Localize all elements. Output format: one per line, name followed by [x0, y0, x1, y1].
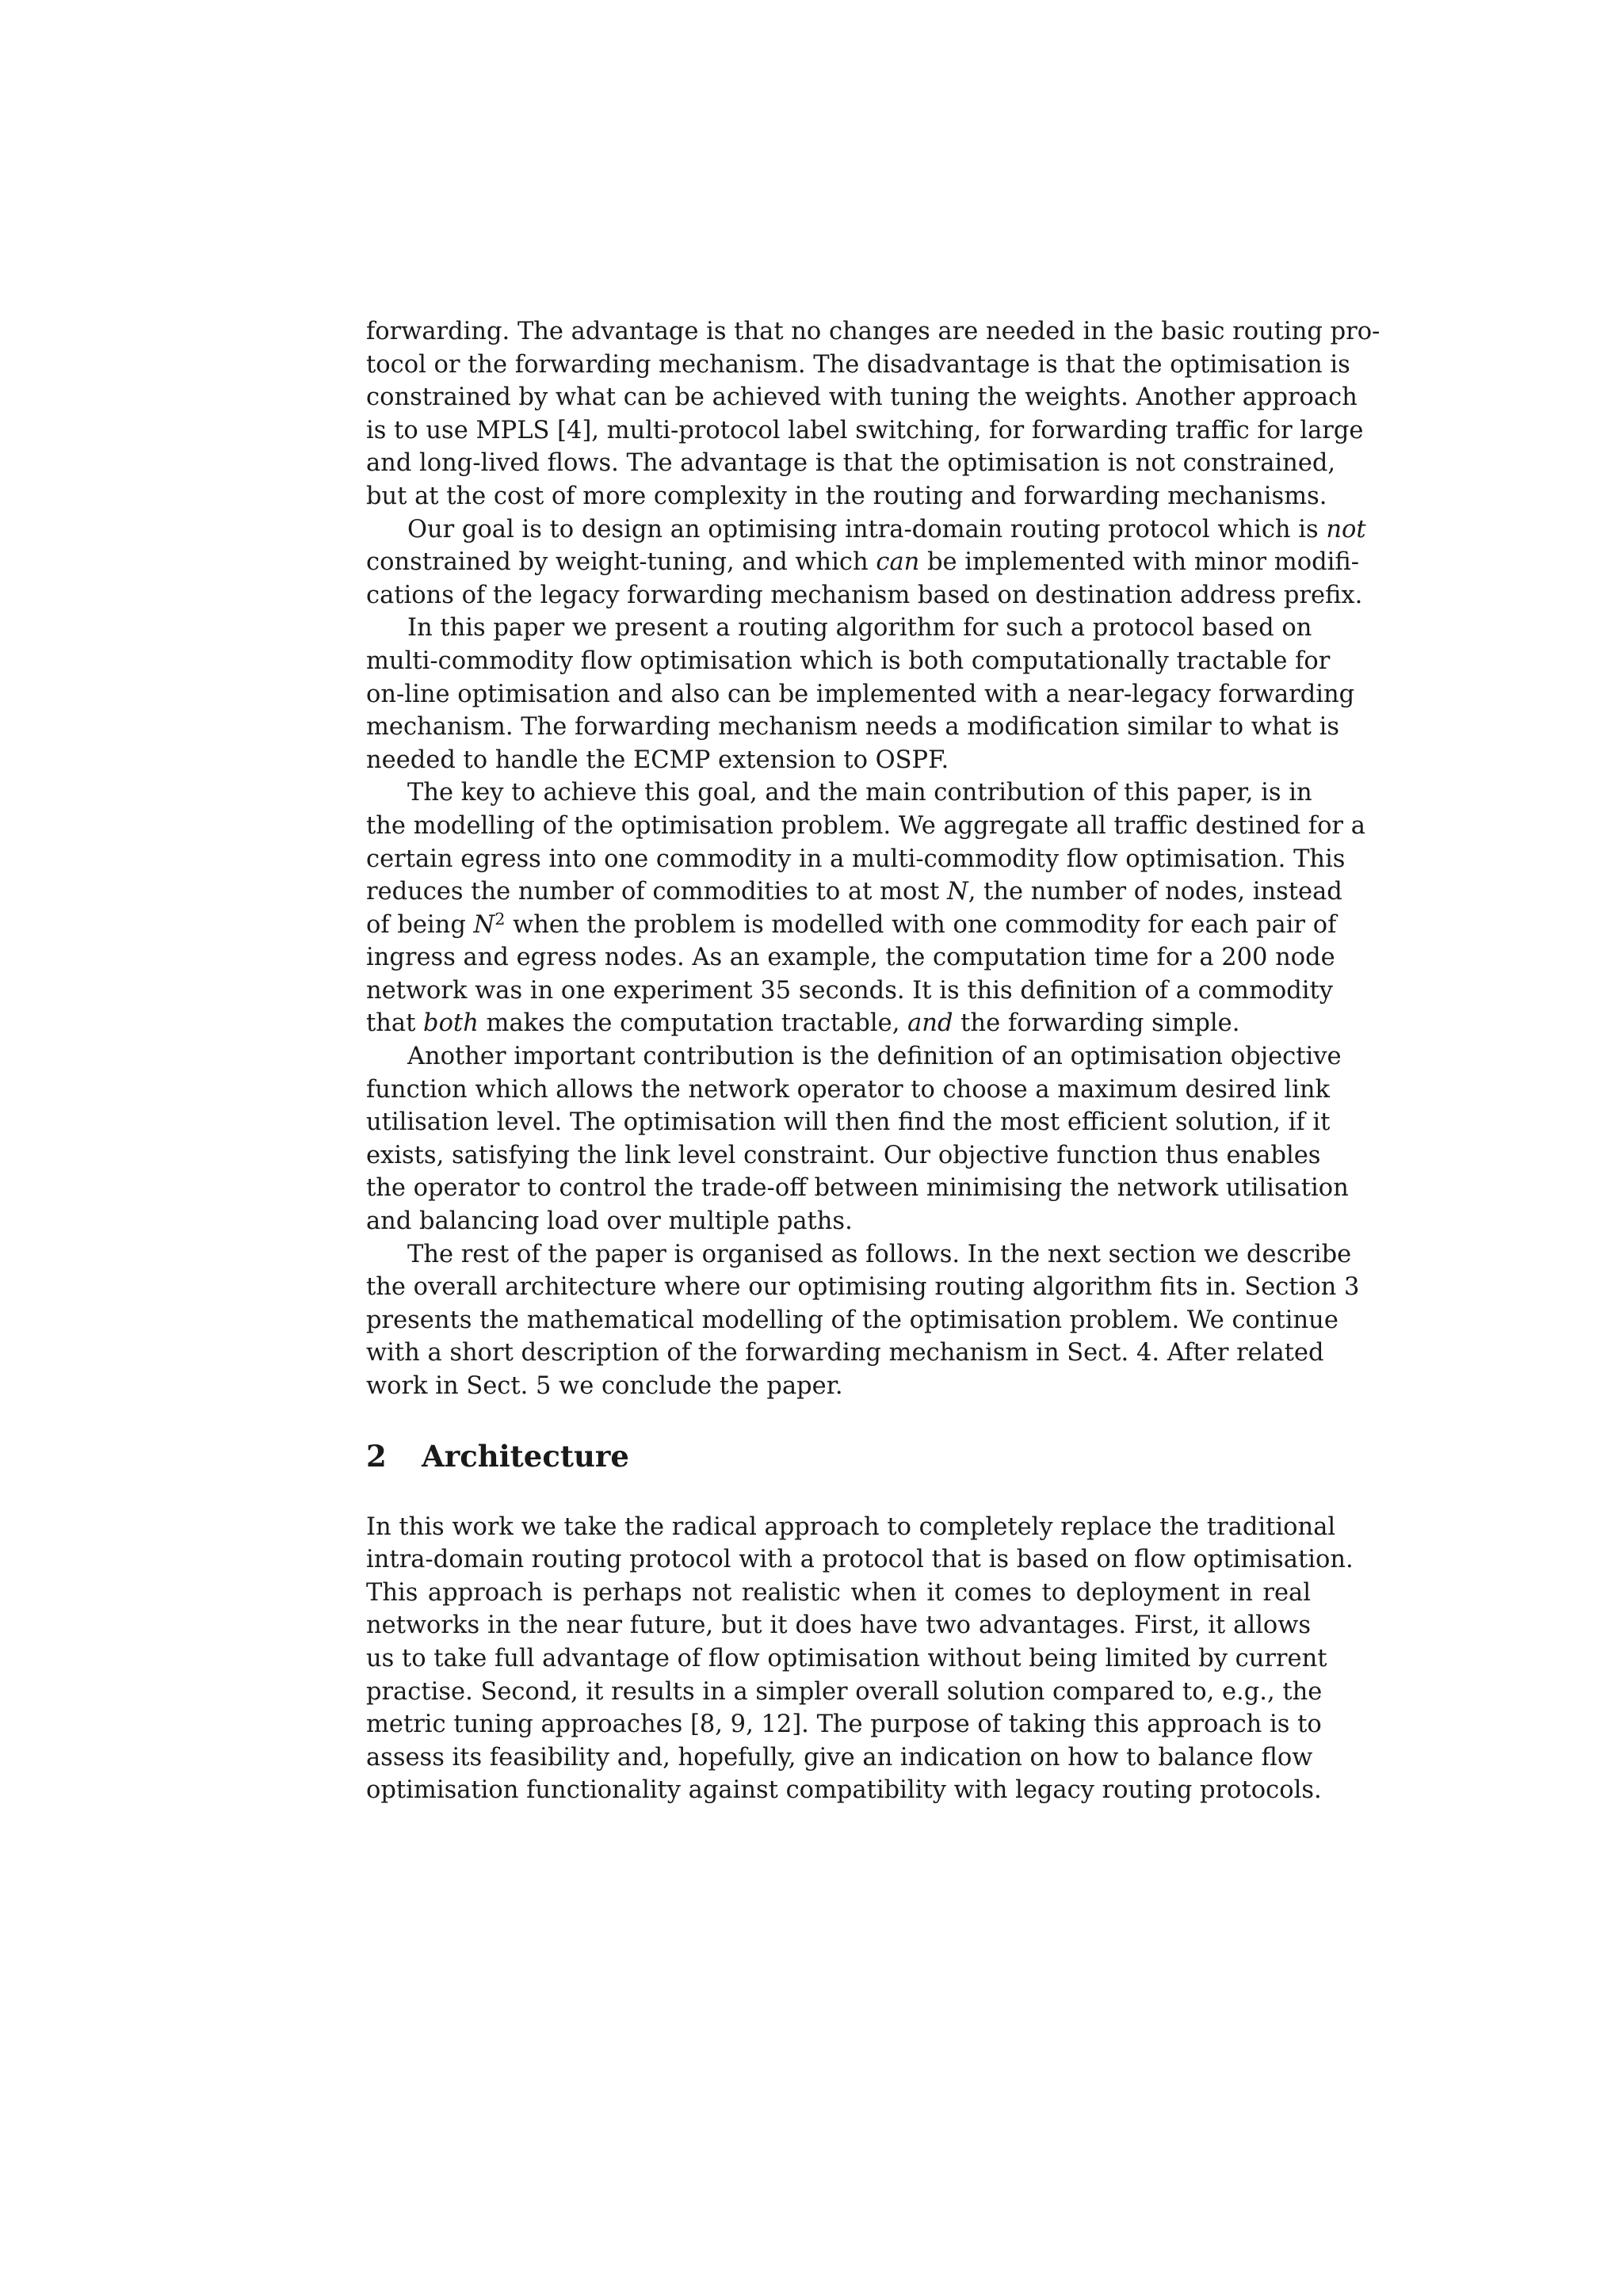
paragraph — [366, 1511, 1354, 1807]
text-line: but at the cost of more complexity in the routing and forwarding mechanisms. — [366, 482, 1327, 510]
text-line: presents the mathematical modelling of the optimisation problem. We continue — [366, 1306, 1338, 1334]
text-line: The key to achieve this goal, and the main contribution of this paper, is in — [407, 779, 1312, 807]
text-line: exists, satisfying the link level constraint. Our objective function thus enables — [366, 1141, 1321, 1169]
text-line: Our goal is to design an optimising intra-domain routing protocol which is not — [407, 515, 1366, 543]
text-line: cations of the legacy forwarding mechanism based on destination address prefix. — [366, 581, 1363, 609]
text-line: utilisation level. The optimisation will then find the most efficient solution, if it — [366, 1108, 1331, 1137]
text-line: certain egress into one commodity in a multi-commodity flow optimisation. This — [366, 845, 1346, 873]
text-line: and long-lived flows. The advantage is that the optimisation is not constrained, — [366, 449, 1336, 478]
text-line: that both makes the computation tractable, and the forwarding simple. — [366, 1009, 1240, 1038]
text-line: In this work we take the radical approach to completely replace the traditional — [366, 1512, 1336, 1541]
text-line: tocol or the forwarding mechanism. The disadvantage is that the optimisation is — [366, 350, 1350, 379]
text-line: work in Sect. 5 we conclude the paper. — [366, 1372, 843, 1400]
text-line: the modelling of the optimisation problem. We aggregate all traffic destined for a — [366, 811, 1365, 840]
text-line: networks in the near future, but it does have two advantages. First, it allows — [366, 1611, 1311, 1640]
section-text — [366, 1511, 1354, 1807]
intro-text — [366, 315, 1381, 1403]
text-line: function which allows the network operator to choose a maximum desired link — [366, 1075, 1330, 1104]
text-line: The rest of the paper is organised as follows. In the next section we describe — [407, 1240, 1352, 1268]
text-line: Another important contribution is the definition of an optimisation objective — [407, 1043, 1342, 1071]
text-line: constrained by weight-tuning, and which can be implemented with minor modifi- — [366, 548, 1360, 577]
text-line: with a short description of the forwarding mechanism in Sect. 4. After related — [366, 1339, 1324, 1367]
text-line: This approach is perhaps not realistic when it comes to deployment in real — [366, 1578, 1311, 1607]
text-line: the operator to control the trade-off between minimising the network utilisation — [366, 1174, 1349, 1203]
paragraph — [366, 1238, 1360, 1403]
text-line: reduces the number of commodities to at most N, the number of nodes, instead — [366, 878, 1342, 906]
text-line: assess its feasibility and, hopefully, give an indication on how to balance flow — [366, 1743, 1313, 1772]
text-line: the overall architecture where our optimising routing algorithm fits in. Section 3 — [366, 1273, 1360, 1302]
text-line: on-line optimisation and also can be implemented with a near-legacy forwarding — [366, 680, 1355, 708]
paragraph — [366, 513, 1366, 612]
text-line: is to use MPLS [4], multi-protocol label switching, for forwarding traffic for large — [366, 416, 1364, 444]
text-line: of being $N^2$ when the problem is modelled with one commodity for each pair of — [366, 910, 1337, 939]
section-number: 2 — [366, 1438, 387, 1474]
text-line: intra-domain routing protocol with a protocol that is based on flow optimisation. — [366, 1546, 1354, 1574]
text-line: constrained by what can be achieved with tuning the weights. Another approach — [366, 383, 1358, 412]
text-line: multi-commodity flow optimisation which is both computationally tractable for — [366, 646, 1331, 675]
paragraph — [366, 1040, 1349, 1238]
text-line: network was in one experiment 35 seconds. It is this definition of a commodity — [366, 976, 1334, 1005]
text-line: forwarding. The advantage is that no changes are needed in the basic routing pro- — [366, 318, 1381, 345]
text-line: optimisation functionality against compatibility with legacy routing protocols. — [366, 1776, 1322, 1805]
text-line: and balancing load over multiple paths. — [366, 1207, 853, 1236]
section-heading — [366, 1436, 1311, 1476]
text-line: practise. Second, it results in a simpler overall solution compared to, e.g., the — [366, 1677, 1323, 1706]
text-line: us to take full advantage of flow optimisation without being limited by current — [366, 1644, 1327, 1672]
text-line: needed to handle the ECMP extension to OSPF. — [366, 746, 949, 774]
paragraph — [366, 315, 1381, 513]
text-line: ingress and egress nodes. As an example, the computation time for a 200 node — [366, 944, 1335, 972]
paragraph — [366, 776, 1365, 1040]
text-line: In this paper we present a routing algorithm for such a protocol based on — [407, 614, 1312, 643]
text-line: mechanism. The forwarding mechanism needs a modification similar to what is — [366, 713, 1340, 742]
text-line: metric tuning approaches [8, 9, 12]. The purpose of taking this approach is to — [366, 1711, 1322, 1739]
page-body — [366, 315, 1381, 1807]
paragraph — [366, 612, 1355, 776]
section-title: Architecture — [422, 1438, 629, 1474]
